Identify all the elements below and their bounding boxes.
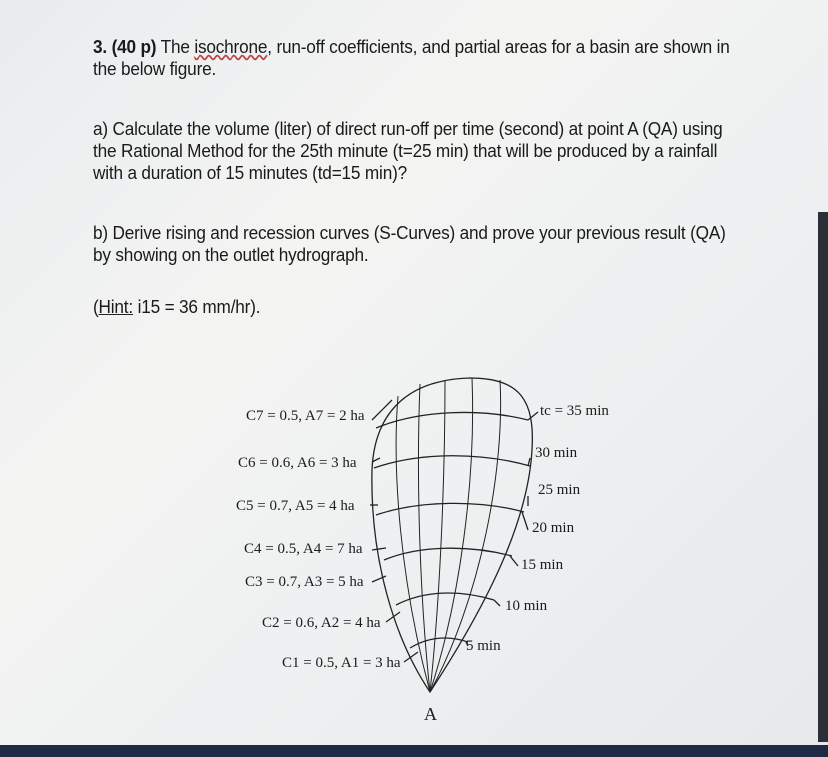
question-points: (40 p) [111,36,157,57]
area-label: C2 = 0.6, A2 = 4 ha [262,615,381,631]
isochrone-label: 5 min [466,638,501,654]
part-b-line: by showing on the outlet hydrograph. [93,244,369,265]
hint: (Hint: i15 = 36 mm/hr). [93,296,261,317]
part-a-line: a) Calculate the volume (liter) of direct run-off per time (second) at point A (QA) using [93,118,723,139]
isochrone-label: 10 min [505,598,548,614]
area-label: C7 = 0.5, A7 = 2 ha [246,408,365,424]
intro-post: , run-off coefficients, and partial areas for a basin are shown in [267,36,730,57]
part-a-line: the Rational Method for the 25th minute (t=25 min) that will be produced by a rainfall [93,140,718,161]
intro-line2: the below figure. [93,58,217,79]
isochrone-25 [374,456,530,468]
outlet-label: A [424,704,437,724]
hint-text: i15 = 36 mm/hr). [133,296,261,317]
area-label: C4 = 0.5, A4 = 7 ha [244,541,363,557]
isochrone-label: 20 min [532,520,575,536]
isochrone-label: tc = 35 min [540,403,609,419]
part-a-line: with a duration of 15 minutes (td=15 min)? [93,162,408,183]
area-label: C1 = 0.5, A1 = 3 ha [282,655,401,671]
hint-label: Hint: [98,296,134,317]
area-label: C6 = 0.6, A6 = 3 ha [238,455,357,471]
bottom-edge [0,745,828,757]
intro-pre: The [160,36,195,57]
area-label: C5 = 0.7, A5 = 4 ha [236,498,355,514]
question-number: 3. [93,36,107,57]
isochrone-label: 25 min [538,482,581,498]
area-label: C3 = 0.7, A3 = 5 ha [245,574,364,590]
isochrone-label: 30 min [535,445,578,461]
scrollbar-edge [818,212,828,742]
isochrone-label: 15 min [521,557,564,573]
intro-term: isochrone [194,36,268,57]
part-b-line: b) Derive rising and recession curves (S-Curves) and prove your previous result (QA) [93,222,726,243]
isochrone-30 [376,412,528,428]
